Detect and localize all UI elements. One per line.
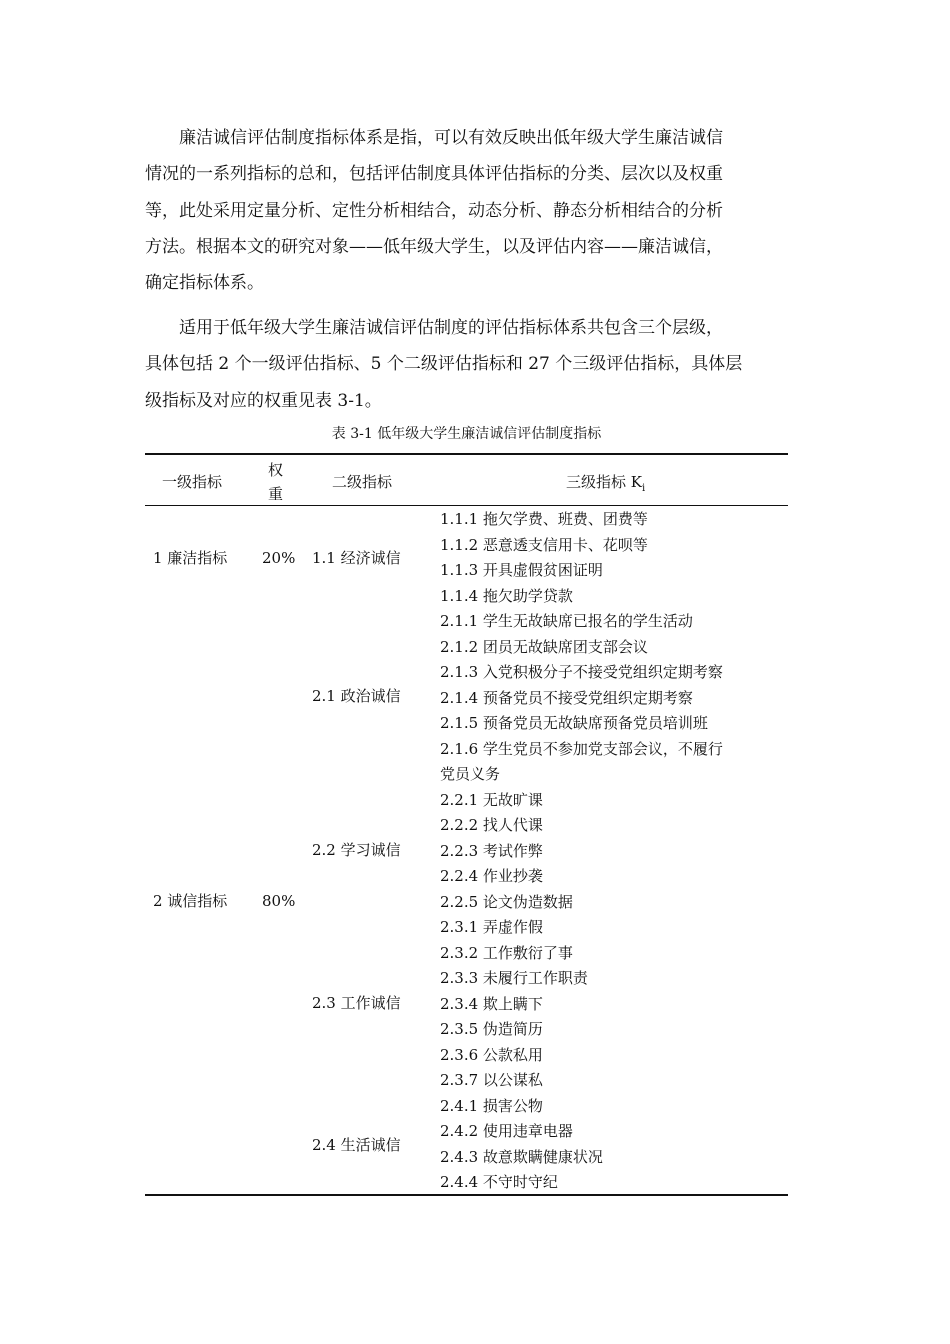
list-item: 1.1.2 恶意透支信用卡、花呗等 [440, 535, 648, 554]
header-level3-subscript: i [641, 483, 646, 494]
paragraph-line: 级指标及对应的权重见表 3-1。 [145, 390, 382, 411]
list-item: 2.1.1 学生无故缺席已报名的学生活动 [440, 612, 693, 630]
list-item: 2.2.4 作业抄袭 [440, 867, 543, 885]
level1-weight: 80% [262, 892, 296, 910]
list-item: 2.4.2 使用违章电器 [440, 1122, 573, 1140]
header-level2: 二级指标 [332, 473, 393, 491]
list-item: 2.4.4 不守时守纪 [440, 1173, 558, 1191]
header-weight-line1: 权 [268, 461, 284, 479]
table-top-rule [145, 453, 788, 455]
level2-indicator: 2.4 生活诚信 [312, 1136, 401, 1154]
paragraph-line: 等，此处采用定量分析、定性分析相结合，动态分析、静态分析相结合的分析 [145, 200, 723, 221]
header-level1: 一级指标 [162, 473, 223, 491]
level2-indicator: 1.1 经济诚信 [312, 549, 401, 567]
list-item: 2.1.2 团员无故缺席团支部会议 [440, 637, 648, 656]
header-level3 [566, 471, 645, 500]
list-item: 2.1.4 预备党员不接受党组织定期考察 [440, 688, 693, 707]
list-item: 2.3.1 弄虚作假 [440, 918, 543, 936]
paragraph-line: 情况的一系列指标的总和，包括评估制度具体评估指标的分类、层次以及权重 [145, 164, 723, 185]
list-item: 2.3.6 公款私用 [440, 1045, 543, 1064]
list-item: 1.1.1 拖欠学费、班费、团费等 [440, 510, 648, 528]
list-item: 党员义务 [440, 765, 501, 783]
table-header-rule [145, 505, 788, 506]
table-caption: 表 3-1 低年级大学生廉洁诚信评估制度指标 [331, 426, 602, 442]
list-item: 2.3.3 未履行工作职责 [440, 969, 588, 987]
list-item: 2.1.5 预备党员无故缺席预备党员培训班 [440, 714, 708, 732]
paragraph-2 [145, 310, 805, 419]
level2-indicator: 2.2 学习诚信 [312, 841, 401, 859]
paragraph-line: 确定指标体系。 [145, 273, 264, 294]
list-item: 2.2.5 论文伪造数据 [440, 892, 573, 911]
paragraph-line: 适用于低年级大学生廉洁诚信评估制度的评估指标体系共包含三个层级， [179, 318, 723, 338]
list-item: 2.1.6 学生党员不参加党支部会议，不履行 [440, 739, 723, 758]
list-item: 1.1.4 拖欠助学贷款 [440, 586, 573, 605]
list-item: 2.3.4 欺上瞒下 [440, 994, 543, 1013]
header-weight-line2: 重 [268, 485, 284, 503]
list-item: 2.3.2 工作敷衍了事 [440, 943, 573, 962]
list-item: 2.4.3 故意欺瞒健康状况 [440, 1147, 603, 1166]
list-item: 2.2.3 考试作弊 [440, 841, 543, 860]
level1-indicator: 2 诚信指标 [153, 892, 228, 910]
header-level3-text: 三级指标 K [566, 473, 642, 491]
paragraph-line: 廉洁诚信评估制度指标体系是指，可以有效反映出低年级大学生廉洁诚信 [179, 128, 723, 148]
level1-weight: 20% [262, 549, 296, 567]
list-item: 2.1.3 入党积极分子不接受党组织定期考察 [440, 663, 723, 681]
list-item: 2.2.1 无故旷课 [440, 790, 543, 809]
level2-indicator: 2.3 工作诚信 [312, 994, 401, 1012]
list-item: 1.1.3 开具虚假贫困证明 [440, 561, 603, 579]
level3-list [440, 507, 723, 1196]
paragraph-line: 方法。根据本文的研究对象——低年级大学生，以及评估内容——廉洁诚信， [145, 236, 723, 257]
paragraph-line: 具体包括 2 个一级评估指标、5 个二级评估指标和 27 个三级评估指标，具体层 [145, 354, 743, 375]
list-item: 2.3.5 伪造简历 [440, 1020, 543, 1038]
level1-indicator: 1 廉洁指标 [153, 549, 228, 567]
level2-indicator: 2.1 政治诚信 [312, 687, 401, 705]
list-item: 2.2.2 找人代课 [440, 816, 543, 834]
list-item: 2.3.7 以公谋私 [440, 1071, 543, 1089]
list-item: 2.4.1 损害公物 [440, 1096, 543, 1115]
paragraph-1 [145, 120, 805, 301]
